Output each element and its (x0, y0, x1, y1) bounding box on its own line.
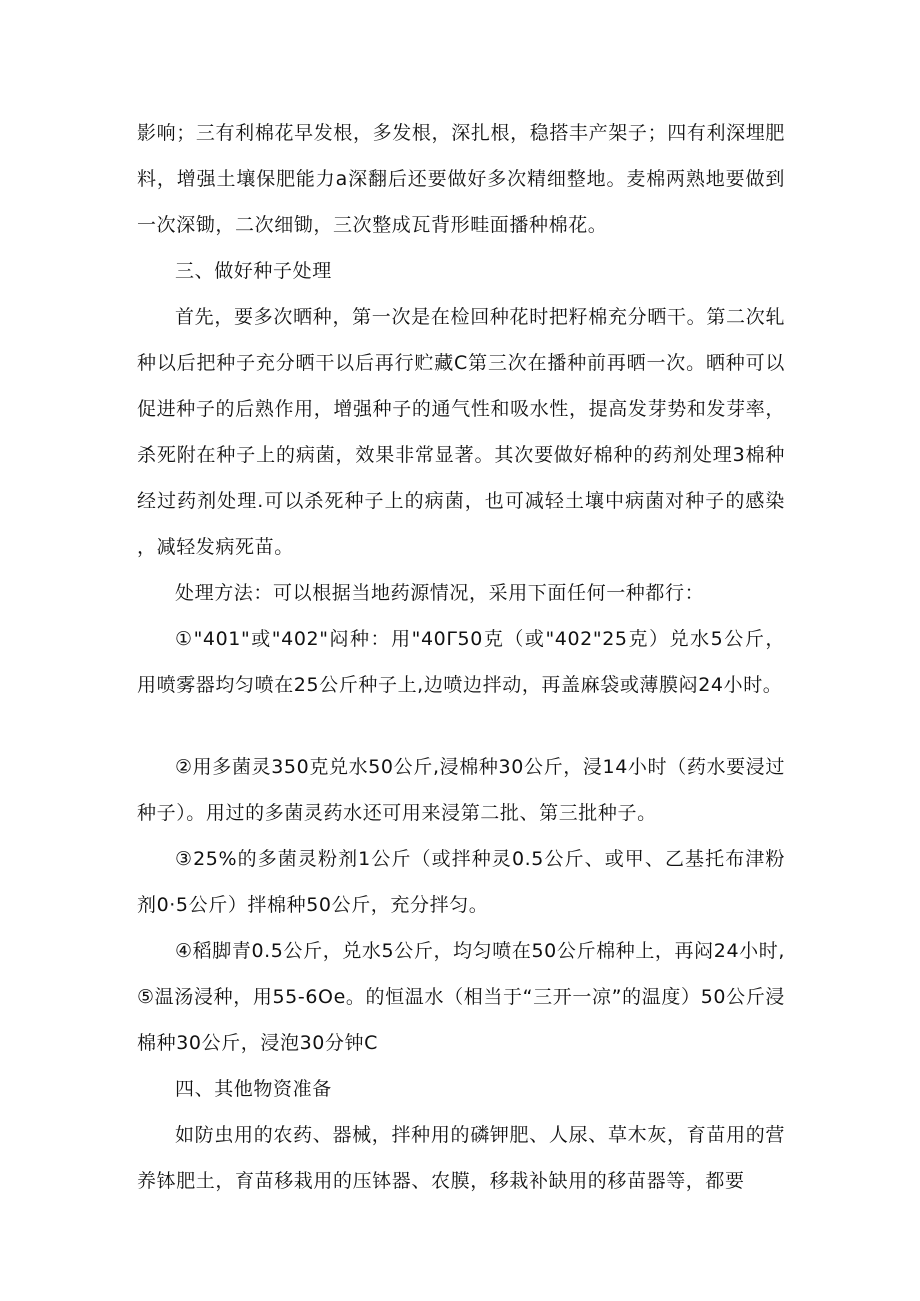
method-item-3: ③25%的多菌灵粉剂1公斤（或拌种灵0.5公斤、或甲、乙基托布津粉剂0·5公斤）拌棉种50公斤，充分拌匀。 (137, 848, 785, 916)
method-item-1: ①"401"或"402"闷种：用"40Γ50克（或"402"25克）兑水5公斤，用喷雾器均匀喷在25公斤种子上,边喷边拌动，再盖麻袋或薄膜闷24小时。 (137, 628, 785, 696)
paragraph-deep-tillage: 影响；三有利棉花早发根，多发根，深扎根，稳搭丰产架子；四有利深埋肥料，增强土壤保肥能力a深翻后还要做好多次精细整地。麦棉两熟地要做到一次深锄，二次细锄，三次整成瓦背形畦面播种棉花。 (137, 122, 785, 236)
paragraph-treatment-methods: 处理方法：可以根据当地药源情况，采用下面任何一种都行： (175, 582, 705, 604)
method-item-4-5: ④稻脚青0.5公斤，兑水5公斤，均匀喷在50公斤棉种上，再闷24小时,⑤温汤浸种，用55-6Oe。的恒温水（相当于“三开一凉”的温度）50公斤浸棉种30公斤，浸泡30分钟C (137, 940, 785, 1054)
paragraph-other-materials: 如防虫用的农药、器械，拌种用的磷钾肥、人尿、草木灰，育苗用的营养钵肥土，育苗移栽用的压钵器、农膜，移栽补缺用的移苗器等，都要 (137, 1124, 785, 1192)
heading-seed-treatment: 三、做好种子处理 (175, 260, 332, 282)
heading-other-materials: 四、其他物资准备 (175, 1078, 332, 1100)
method-item-2: ②用多菌灵350克兑水50公斤,浸棉种30公斤，浸14小时（药水要浸过种子）。用过的多菌灵药水还可用来浸第二批、第三批种子。 (137, 756, 785, 824)
document-body (137, 110, 785, 1204)
blank-spacer (137, 708, 785, 744)
paragraph-sun-drying: 首先，要多次晒种，第一次是在检回种花时把籽棉充分晒干。第二次轧种以后把种子充分晒干以后再行贮藏C第三次在播种前再晒一次。晒种可以促进种子的后熟作用，增强种子的通气性和吸水性，提高发芽势和发芽率，杀死附在种子上的病菌，效果非常显著。其次要做好棉种的药剂处理3棉种经过药剂处理.可以杀死种子上的病菌，也可减轻土壤中病菌对种子的感染，减轻发病死苗。 (137, 306, 785, 558)
